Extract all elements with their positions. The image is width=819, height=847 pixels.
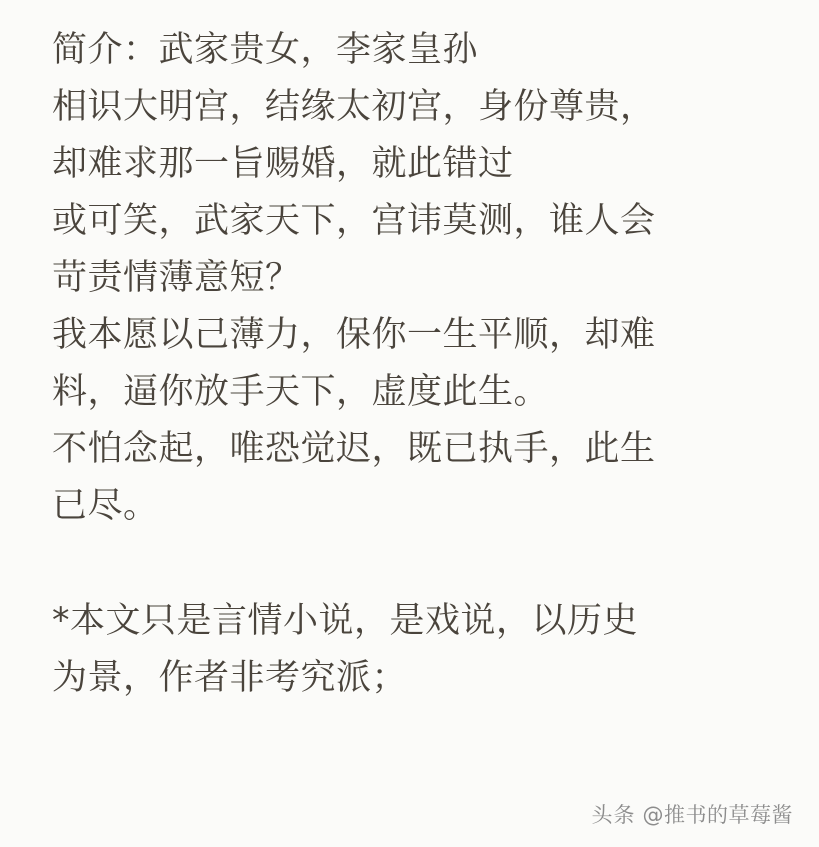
author-note-line: *本文只是言情小说，是戏说，以历史 (52, 601, 639, 641)
synopsis-line: 不怕念起，唯恐觉迟，既已执手，此生 (52, 429, 656, 469)
synopsis-line: 或可笑，武家天下，宫讳莫测，谁人会 (52, 201, 656, 241)
toutiao-logo-icon: 头条 (591, 803, 636, 827)
watermark (592, 799, 794, 829)
synopsis-line: 我本愿以己薄力，保你一生平顺，却难 (52, 315, 656, 355)
paragraph-spacer (52, 535, 771, 593)
synopsis-block (52, 22, 771, 535)
synopsis-line: 苛责情薄意短？ (52, 258, 301, 298)
author-note-line: 为景，作者非考究派； (52, 658, 408, 698)
synopsis-line: 已尽。 (52, 486, 159, 526)
synopsis-line: 料，逼你放手天下，虚度此生。 (52, 372, 550, 412)
watermark-author: @推书的草莓酱 (642, 803, 793, 827)
synopsis-line: 相识大明宫，结缘太初宫，身份尊贵， (52, 87, 656, 127)
synopsis-line: 却难求那一旨赐婚，就此错过 (52, 144, 514, 184)
author-note-block (52, 593, 771, 707)
synopsis-line: 简介：武家贵女，李家皇孙 (52, 30, 479, 70)
